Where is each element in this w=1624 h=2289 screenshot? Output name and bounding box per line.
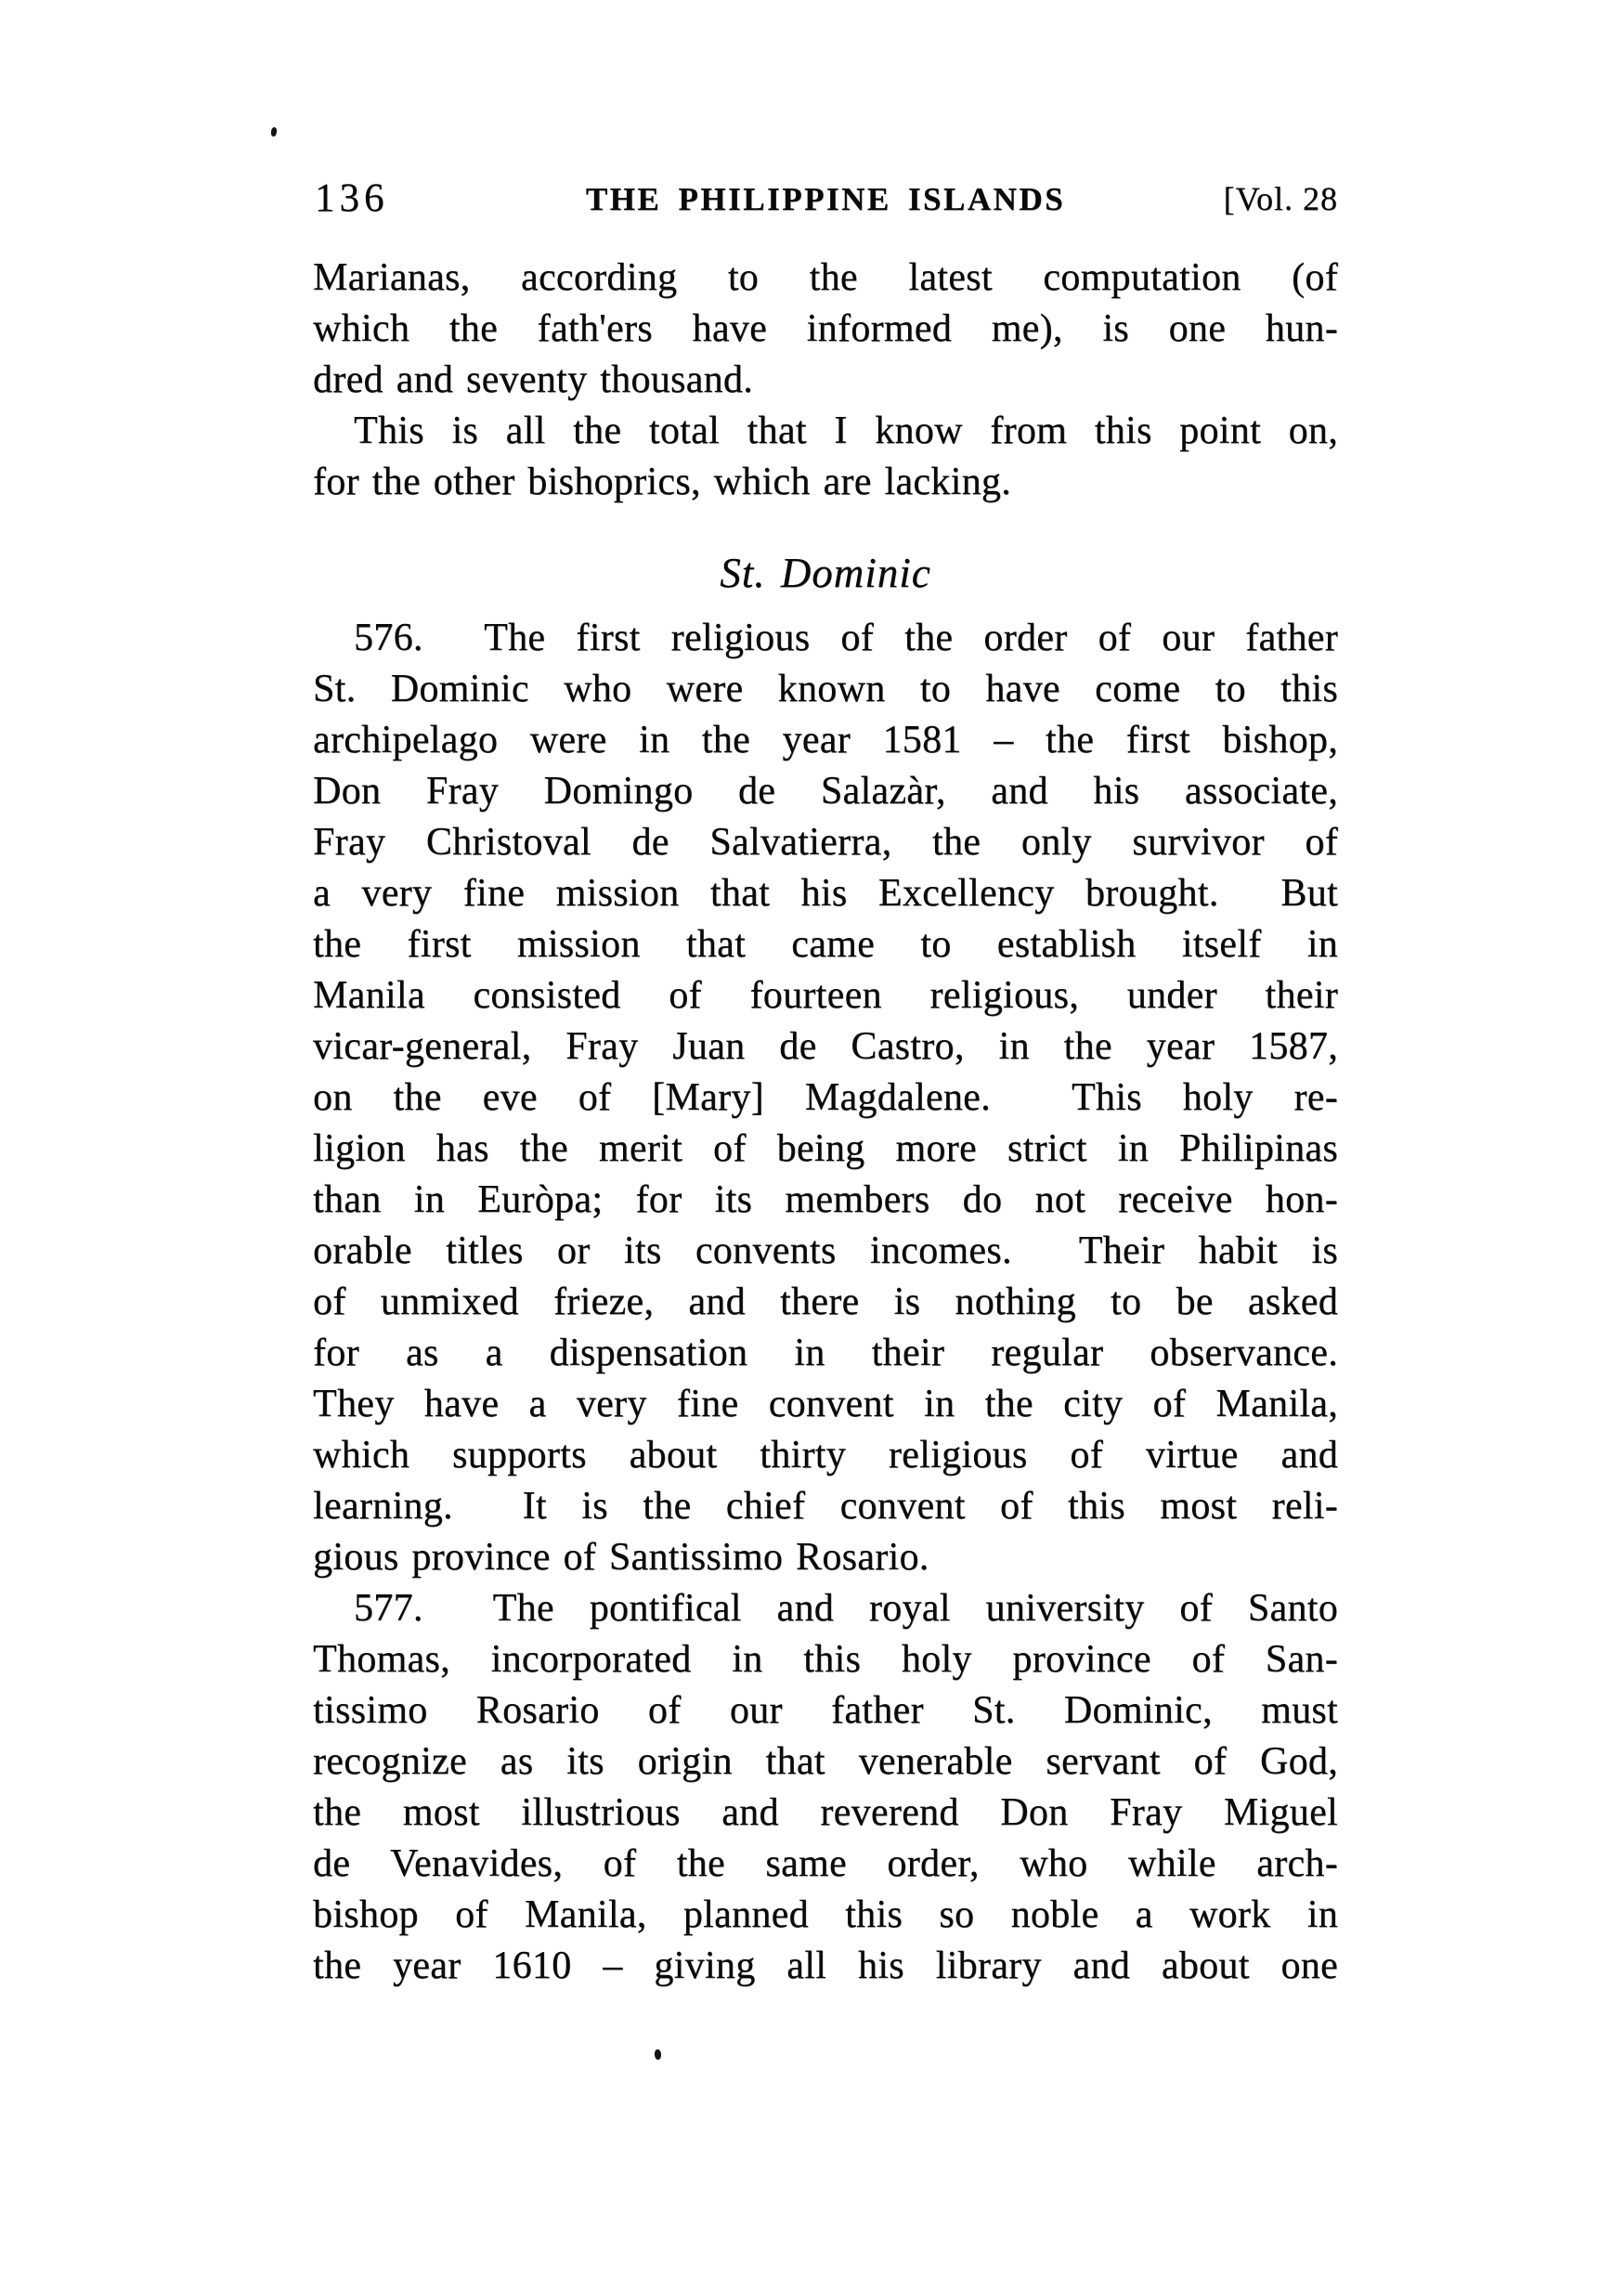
paragraph — [313, 1583, 1338, 1992]
text-line: dred and seventy thousand. — [313, 358, 754, 401]
text-line: St. Dominic who were known to have come to this — [313, 668, 1338, 710]
text-line: de Venavides, of the same order, who while arch- — [313, 1842, 1338, 1885]
text-line: the first mission that came to establish itself in — [313, 923, 1338, 966]
text-line: tissimo Rosario of our father St. Dominic, must — [313, 1689, 1338, 1732]
text-line: a very fine mission that his Excellency brought. But — [313, 872, 1338, 915]
text-line: of unmixed frieze, and there is nothing to be asked — [313, 1281, 1338, 1323]
ink-speck — [655, 2049, 662, 2060]
text-line: archipelago were in the year 1581 – the first bishop, — [313, 719, 1338, 761]
page-number: 136 — [315, 176, 389, 220]
text-line: learning. It is the chief convent of this most reli- — [313, 1485, 1338, 1528]
text-line: ligion has the merit of being more strict in Philipinas — [313, 1127, 1338, 1170]
text-line: 577. The pontifical and royal university of Santo — [354, 1587, 1338, 1630]
text-line: bishop of Manila, planned this so noble a work in — [313, 1893, 1338, 1936]
text-line: the most illustrious and reverend Don Fray Miguel — [313, 1791, 1338, 1834]
paragraph — [313, 613, 1338, 1583]
text-line: orable titles or its convents incomes. Their habit is — [313, 1229, 1338, 1272]
text-line: This is all the total that I know from this point on, — [354, 410, 1338, 452]
text-line: Fray Christoval de Salvatierra, the only survivor of — [313, 821, 1338, 864]
text-line: which the fath'ers have informed me), is one hun- — [313, 307, 1338, 350]
running-title: THE PHILIPPINE ISLANDS — [585, 181, 1066, 217]
page-header — [313, 171, 1338, 221]
text-line: They have a very fine convent in the city of Manila, — [313, 1383, 1338, 1425]
page-body — [313, 253, 1338, 1992]
volume-label: [Vol. 28 — [1223, 180, 1338, 217]
text-line: gious province of Santissimo Rosario. — [313, 1536, 929, 1579]
text-line: than in Euròpa; for its members do not receive hon- — [313, 1178, 1338, 1221]
text-line: for the other bishoprics, which are lacking. — [313, 461, 1011, 503]
text-line: recognize as its origin that venerable servant of God, — [313, 1740, 1338, 1783]
text-line: the year 1610 – giving all his library and about one — [313, 1944, 1338, 1987]
text-line: Thomas, incorporated in this holy province of San- — [313, 1638, 1338, 1681]
text-line: vicar-general, Fray Juan de Castro, in the year 1587, — [313, 1025, 1338, 1068]
text-line: which supports about thirty religious of virtue and — [313, 1434, 1338, 1476]
text-line: 576. The first religious of the order of our father — [354, 617, 1338, 659]
ink-speck — [270, 127, 277, 137]
text-line: for as a dispensation in their regular observance. — [313, 1332, 1338, 1374]
text-line: Don Fray Domingo de Salazàr, and his associate, — [313, 770, 1338, 813]
section-heading: St. Dominic — [720, 550, 931, 596]
text-line: Manila consisted of fourteen religious, under their — [313, 974, 1338, 1017]
text-line: Marianas, according to the latest computation (of — [313, 256, 1338, 299]
paragraph — [313, 406, 1338, 508]
text-line: on the eve of [Mary] Magdalene. This holy re- — [313, 1076, 1338, 1119]
paragraph — [313, 253, 1338, 406]
